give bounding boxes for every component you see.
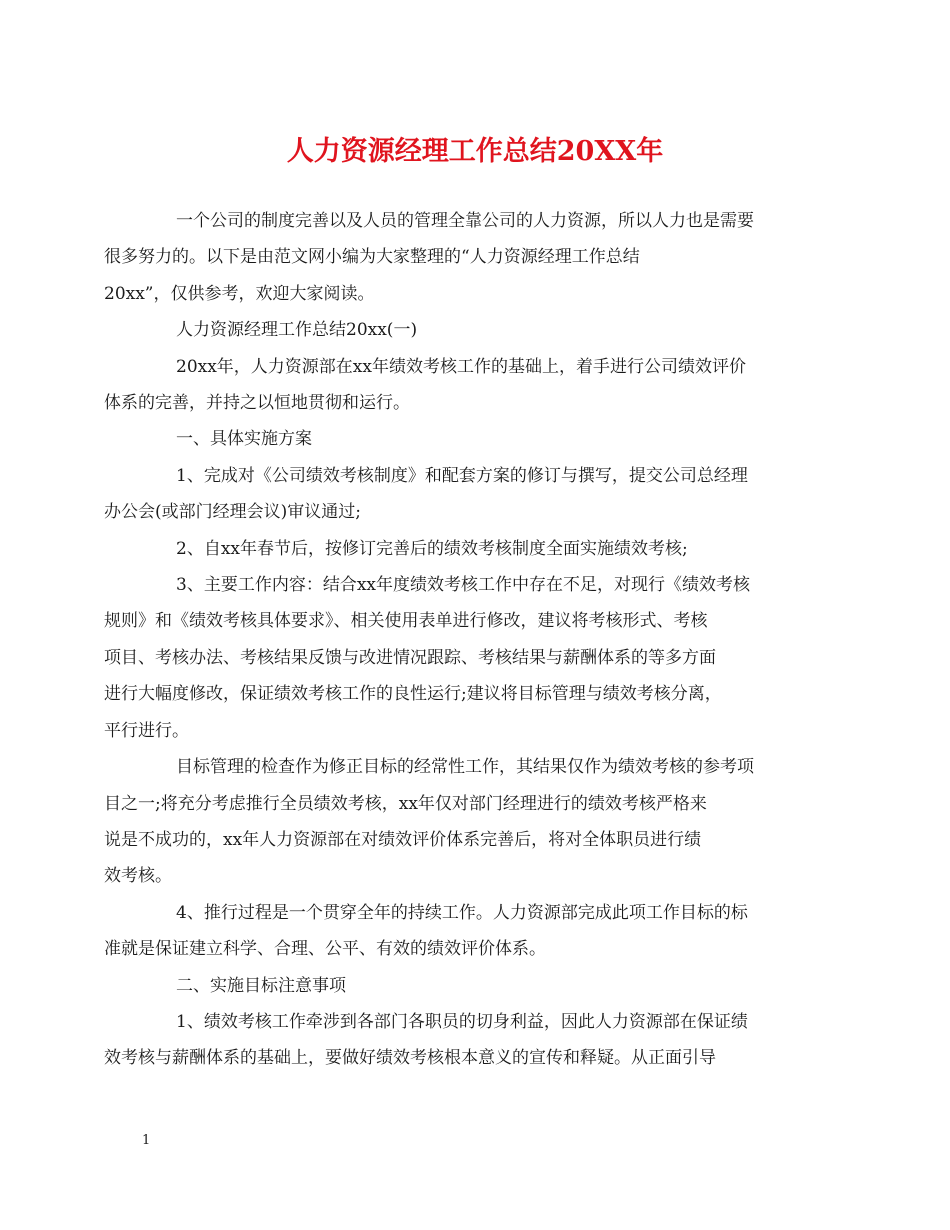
paragraph-line: 20xx”，仅供参考，欢迎大家阅读。	[104, 283, 375, 304]
paragraph	[104, 458, 820, 531]
paragraph-line: 3、主要工作内容：结合xx年度绩效考核工作中存在不足，对现行《绩效考核	[176, 575, 750, 596]
paragraph	[140, 312, 820, 348]
paragraph	[104, 895, 820, 968]
page-number: 1	[142, 1133, 151, 1148]
paragraph-line: 体系的完善，并持之以恒地贯彻和运行。	[104, 393, 410, 414]
paragraph-line: 平行进行。	[104, 720, 189, 741]
paragraph	[104, 567, 820, 749]
paragraph	[104, 349, 820, 422]
paragraph	[104, 749, 820, 895]
paragraph-line: 项目、考核办法、考核结果反馈与改进情况跟踪、考核结果与薪酬体系的等多方面	[104, 647, 716, 668]
paragraph-line: 4、推行过程是一个贯穿全年的持续工作。人力资源部完成此项工作目标的标	[176, 902, 748, 923]
paragraph-line: 20xx年，人力资源部在xx年绩效考核工作的基础上，着手进行公司绩效评价	[176, 356, 746, 377]
paragraph-line: 1、完成对《公司绩效考核制度》和配套方案的修订与撰写，提交公司总经理	[176, 465, 748, 486]
paragraph-line: 效考核与薪酬体系的基础上，要做好绩效考核根本意义的宣传和释疑。从正面引导	[104, 1048, 716, 1069]
paragraph-line: 目之一;将充分考虑推行全员绩效考核，xx年仅对部门经理进行的绩效考核严格来	[104, 793, 707, 814]
paragraph-line: 二、实施目标注意事项	[176, 975, 346, 996]
paragraph-line: 说是不成功的，xx年人力资源部在对绩效评价体系完善后，将对全体职员进行绩	[104, 829, 702, 850]
document-body	[104, 203, 820, 1077]
paragraph-line: 进行大幅度修改，保证绩效考核工作的良性运行;建议将目标管理与绩效考核分离，	[104, 684, 722, 705]
paragraph	[140, 968, 820, 1004]
paragraph-line: 2、自xx年春节后，按修订完善后的绩效考核制度全面实施绩效考核;	[176, 538, 688, 559]
paragraph-line: 一个公司的制度完善以及人员的管理全靠公司的人力资源，所以人力也是需要	[176, 211, 754, 231]
paragraph-line: 准就是保证建立科学、合理、公平、有效的绩效评价体系。	[104, 939, 546, 960]
paragraph-line: 1、绩效考核工作牵涉到各部门各职员的切身利益，因此人力资源部在保证绩	[176, 1011, 748, 1032]
paragraph	[104, 203, 820, 312]
paragraph-line: 人力资源经理工作总结20xx(一)	[176, 320, 418, 341]
paragraph-line: 很多努力的。以下是由范文网小编为大家整理的“人力资源经理工作总结	[104, 247, 640, 268]
document-title: 人力资源经理工作总结20XX年	[286, 136, 664, 167]
paragraph-line: 目标管理的检查作为修正目标的经常性工作，其结果仅作为绩效考核的参考项	[176, 757, 754, 778]
paragraph-line: 一、具体实施方案	[176, 429, 312, 450]
paragraph	[140, 421, 820, 457]
paragraph-line: 规则》和《绩效考核具体要求》、相关使用表单进行修改，建议将考核形式、考核	[104, 611, 708, 632]
paragraph-line: 办公会(或部门经理会议)审议通过;	[104, 502, 361, 523]
paragraph	[104, 1004, 820, 1077]
paragraph-line: 效考核。	[104, 866, 172, 887]
paragraph	[140, 531, 820, 567]
